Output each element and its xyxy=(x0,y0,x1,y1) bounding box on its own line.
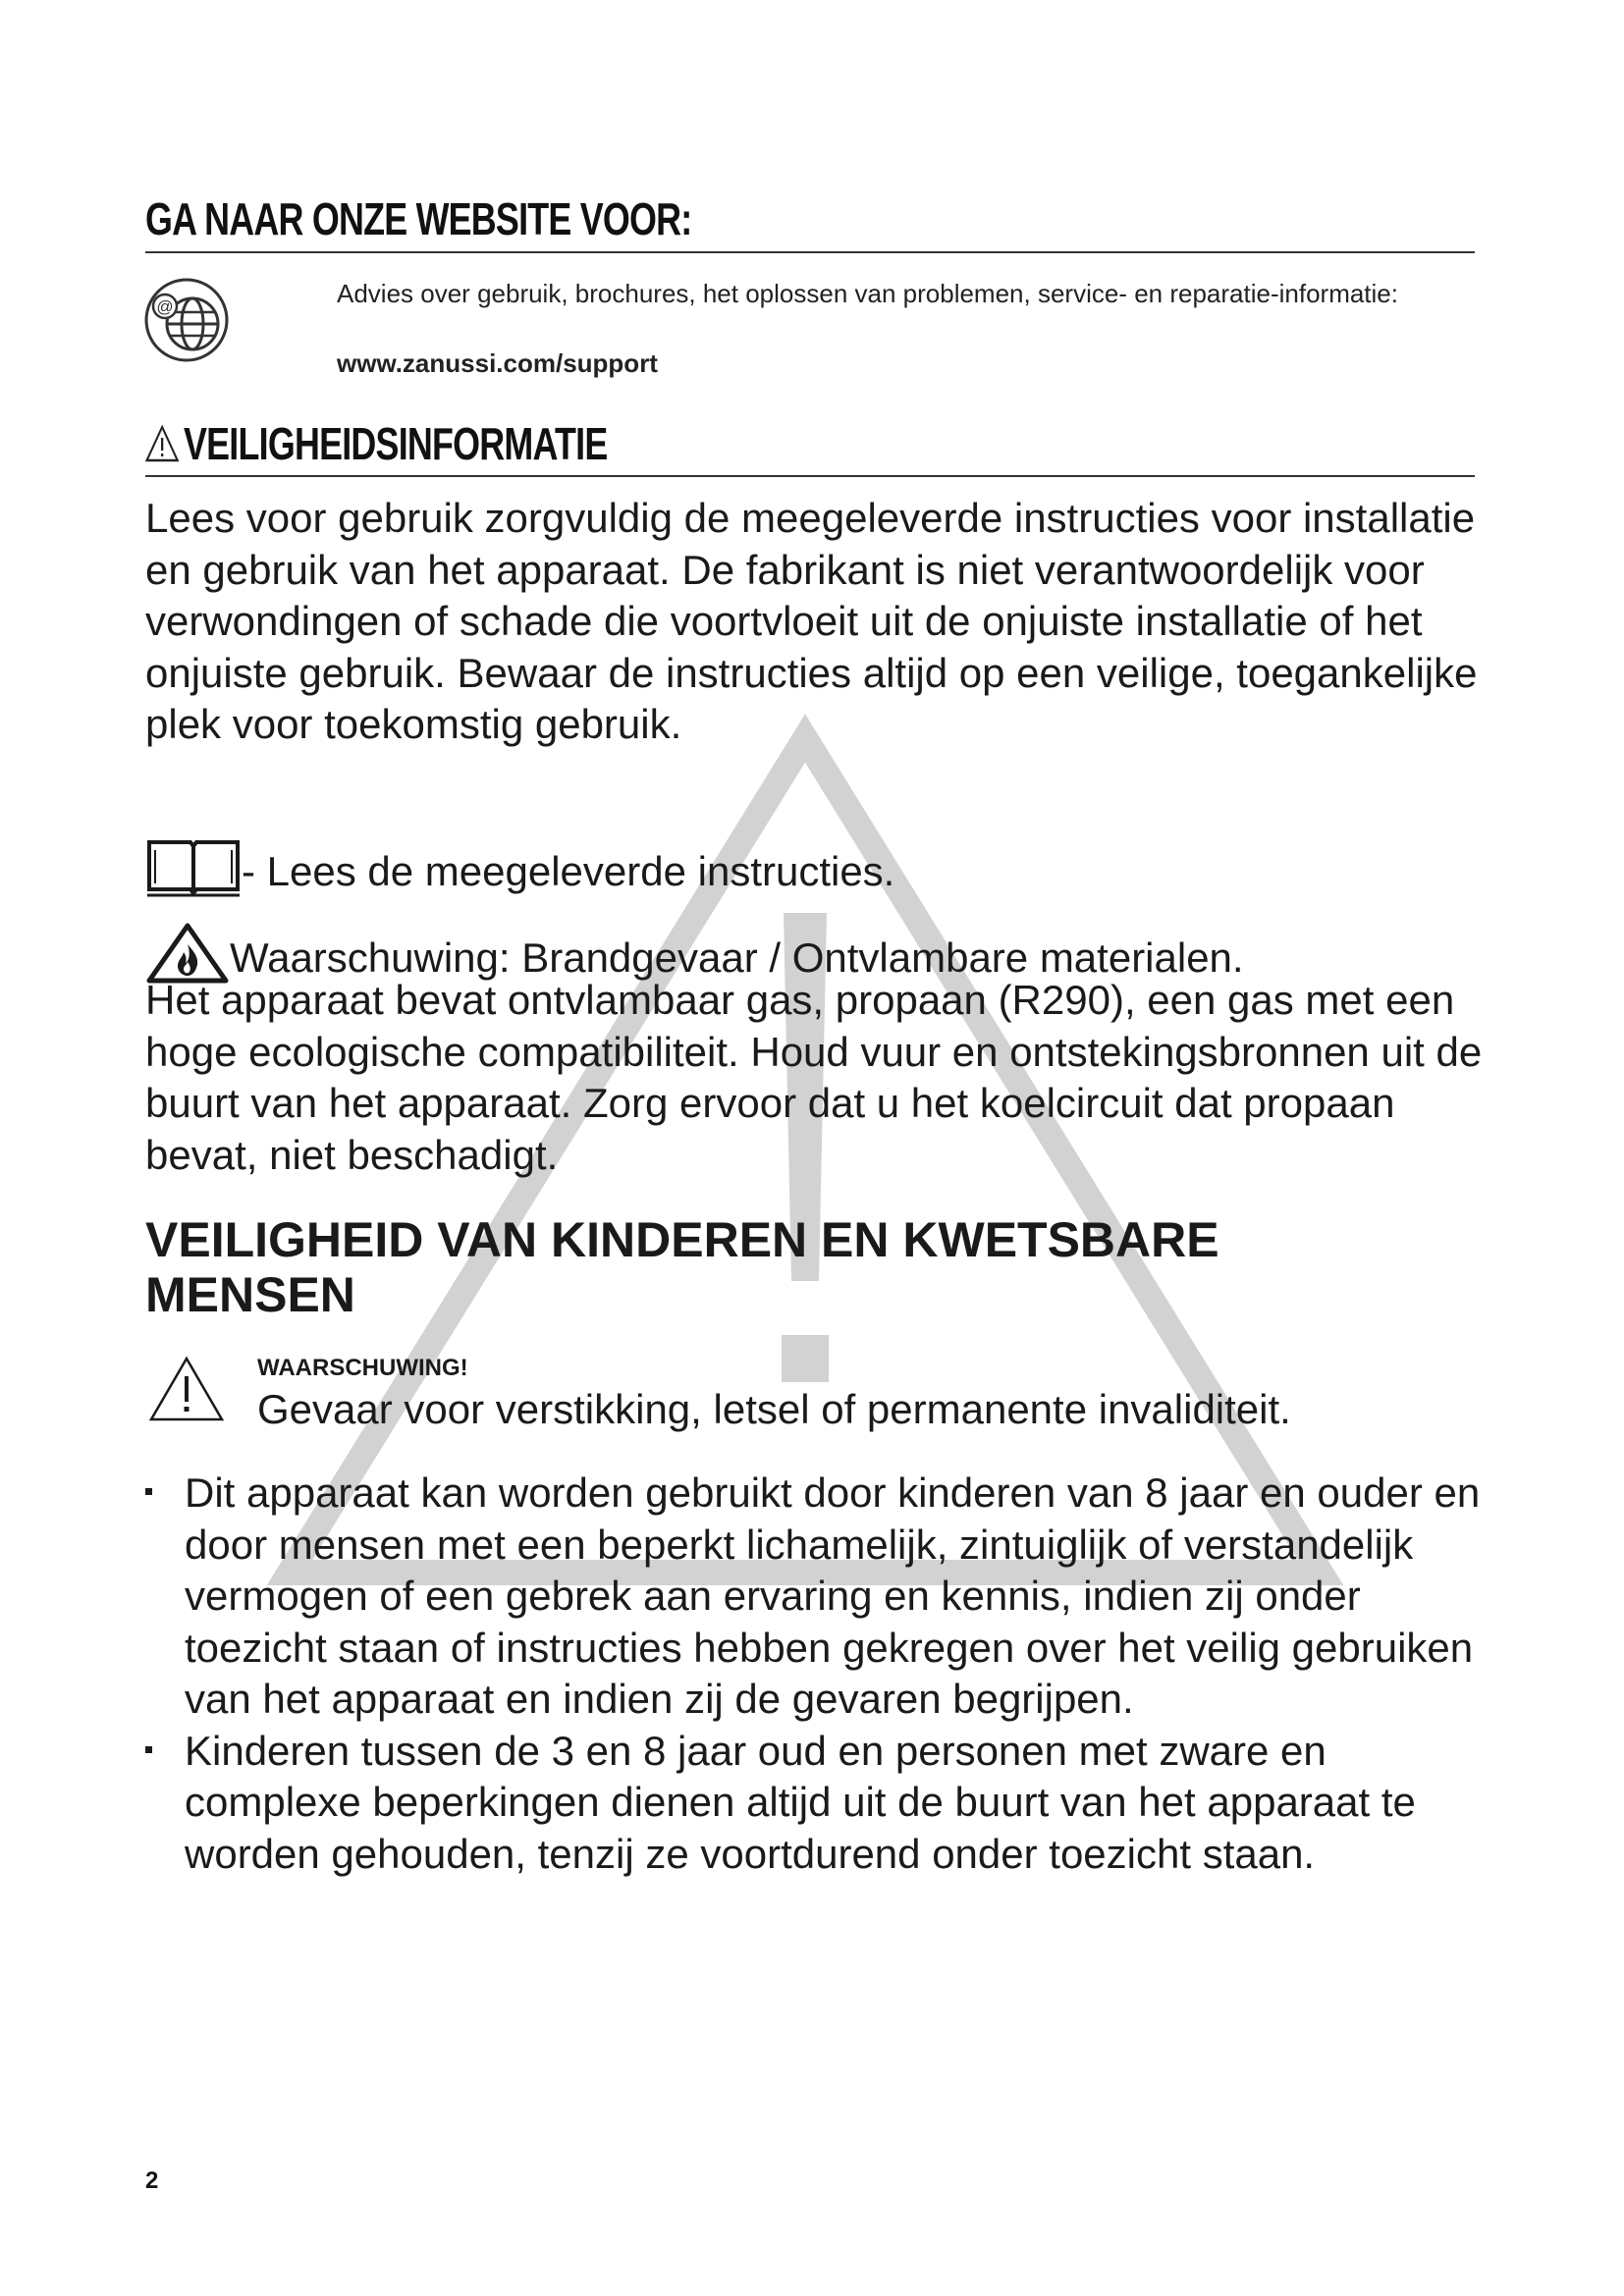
read-instructions-text: - Lees de meegeleverde instructies. xyxy=(242,848,895,894)
bullet-icon xyxy=(145,1488,152,1495)
book-icon xyxy=(145,836,242,897)
children-safety-heading: VEILIGHEID VAN KINDEREN EN KWETSBARE MENSEN xyxy=(145,1212,1219,1322)
warning-text: Gevaar voor verstikking, letsel of permanente invaliditeit. xyxy=(257,1386,1291,1432)
globe-at-icon xyxy=(143,277,230,363)
website-url[interactable]: www.zanussi.com/support xyxy=(337,348,658,378)
list-item-text: Dit apparaat kan worden gebruikt door kinderen van 8 jaar en ouder en door mensen met een beperkt lichamelijk, zintuiglijk of verstandelijk vermogen of een gebrek aan ervaring en kennis, indien zij onder toezicht staan of instructies hebben gekregen over het veilig gebruiken van het apparaat en indien zij de gevaren begrijpen. xyxy=(185,1469,1481,1722)
website-heading-rule xyxy=(145,251,1475,253)
warning-triangle-icon xyxy=(147,1355,226,1423)
list-item xyxy=(145,1468,1500,1726)
warning-triangle-icon xyxy=(145,424,179,463)
list-item xyxy=(145,1726,1500,1881)
list-item-text: Kinderen tussen de 3 en 8 jaar oud en personen met zware en complexe beperkingen dienen altijd uit de buurt van het apparaat te worden gehouden, tenzij ze voortdurend onder toezicht staan. xyxy=(185,1727,1416,1877)
fire-warning-text: Het apparaat bevat ontvlambaar gas, propaan (R290), een gas met een hoge ecologische compatibiliteit. Houd vuur en ontstekingsbronnen uit de buurt van het apparaat. Zorg ervoor dat u het koelcircuit dat propaan bevat, niet beschadigt. xyxy=(145,977,1483,1178)
safety-intro: Lees voor gebruik zorgvuldig de meegeleverde instructies voor installatie en gebruik van het apparaat. De fabrikant is niet verantwoordelijk voor verwondingen of schade die voortvloeit uit de onjuiste installatie of het onjuiste gebruik. Bewaar de instructies altijd op een veilige, toegankelijke plek voor toekomstig gebruik. xyxy=(145,495,1478,747)
safety-heading-rule xyxy=(145,475,1475,477)
children-safety-list xyxy=(145,1468,1500,1880)
svg-text:@: @ xyxy=(156,297,174,316)
page-number: 2 xyxy=(145,2167,159,2194)
safety-heading-text: VEILIGHEIDSINFORMATIE xyxy=(184,418,608,469)
read-instructions-line xyxy=(145,836,894,897)
fire-warning-title: Waarschuwing: Brandgevaar / Ontvlambare materialen. xyxy=(230,934,1244,981)
safety-heading xyxy=(145,417,607,470)
website-description: Advies over gebruik, brochures, het oplossen van problemen, service- en reparatie-informatie: xyxy=(337,279,1398,308)
warning-label: WAARSCHUWING! xyxy=(257,1355,468,1381)
website-heading: GA NAAR ONZE WEBSITE VOOR: xyxy=(145,193,692,244)
bullet-icon xyxy=(145,1746,152,1753)
